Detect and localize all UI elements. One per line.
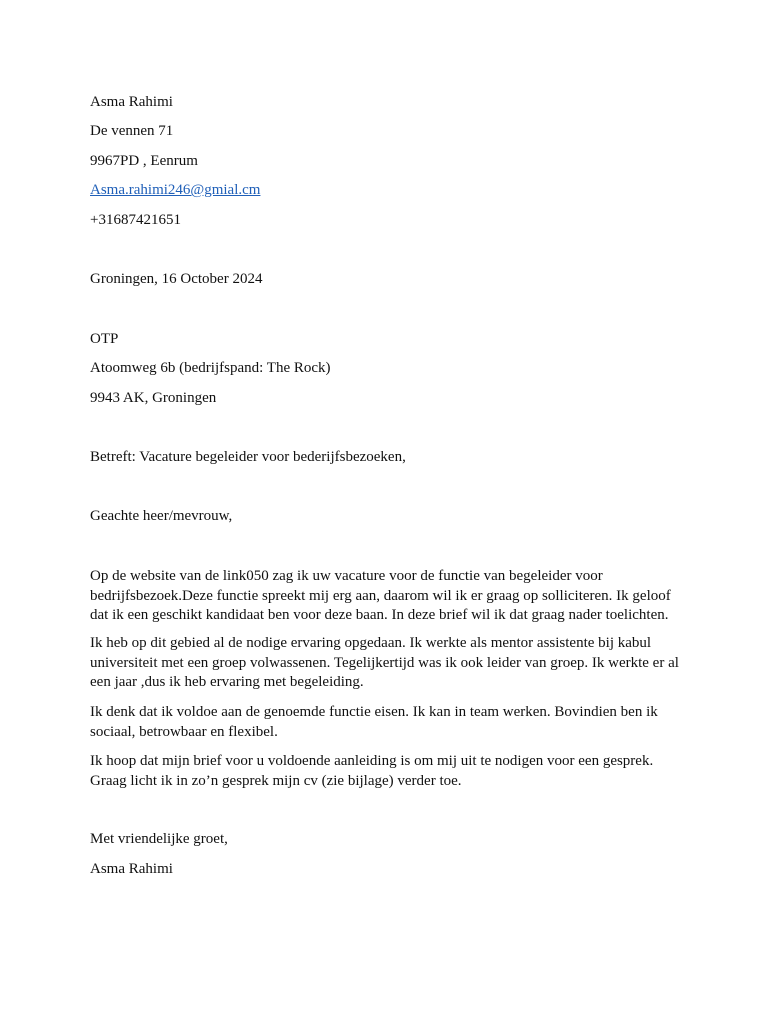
signature-name: Asma Rahimi: [90, 861, 173, 877]
sender-email-link[interactable]: Asma.rahimi246@gmial.cm: [90, 182, 261, 198]
place-date: Groningen, 16 October 2024: [90, 271, 263, 287]
subject-line: Betreft: Vacature begeleider voor bederijfsbezoeken,: [90, 449, 406, 465]
recipient-postal-city: 9943 AK, Groningen: [90, 390, 217, 406]
sender-phone: +31687421651: [90, 212, 181, 228]
body-paragraph-2: Ik heb op dit gebied al de nodige ervaring opgedaan. Ik werkte als mentor assistente bij kabul universiteit met een groep volwassenen. Tegelijkertijd was ik ook leider van groep. Ik werkte er al een jaar ,dus ik heb ervaring met begeleiding.: [90, 635, 679, 690]
recipient-street: Atoomweg 6b (bedrijfspand: The Rock): [90, 360, 331, 376]
body-paragraph-1: Op de website van de link050 zag ik uw vacature voor de functie van begeleider voor bedrijfsbezoek.Deze functie spreekt mij erg aan, daarom wil ik er graag op solliciteren. Ik geloof dat ik een geschikt kandidaat ben voor deze baan. In deze brief wil ik dat graag nader toelichten.: [90, 568, 671, 623]
closing: Met vriendelijke groet,: [90, 831, 228, 847]
sender-street: De vennen 71: [90, 123, 174, 139]
body-paragraph-4: Ik hoop dat mijn brief voor u voldoende aanleiding is om mij uit te nodigen voor een gesprek. Graag licht ik in zo’n gesprek mijn cv (zie bijlage) verder toe.: [90, 753, 654, 789]
sender-name: Asma Rahimi: [90, 94, 173, 110]
sender-postal-city: 9967PD , Eenrum: [90, 153, 198, 169]
recipient-company: OTP: [90, 331, 119, 347]
salutation: Geachte heer/mevrouw,: [90, 508, 233, 524]
body-paragraph-3: Ik denk dat ik voldoe aan de genoemde functie eisen. Ik kan in team werken. Bovindien ben ik sociaal, betrowbaar en flexibel.: [90, 704, 658, 740]
